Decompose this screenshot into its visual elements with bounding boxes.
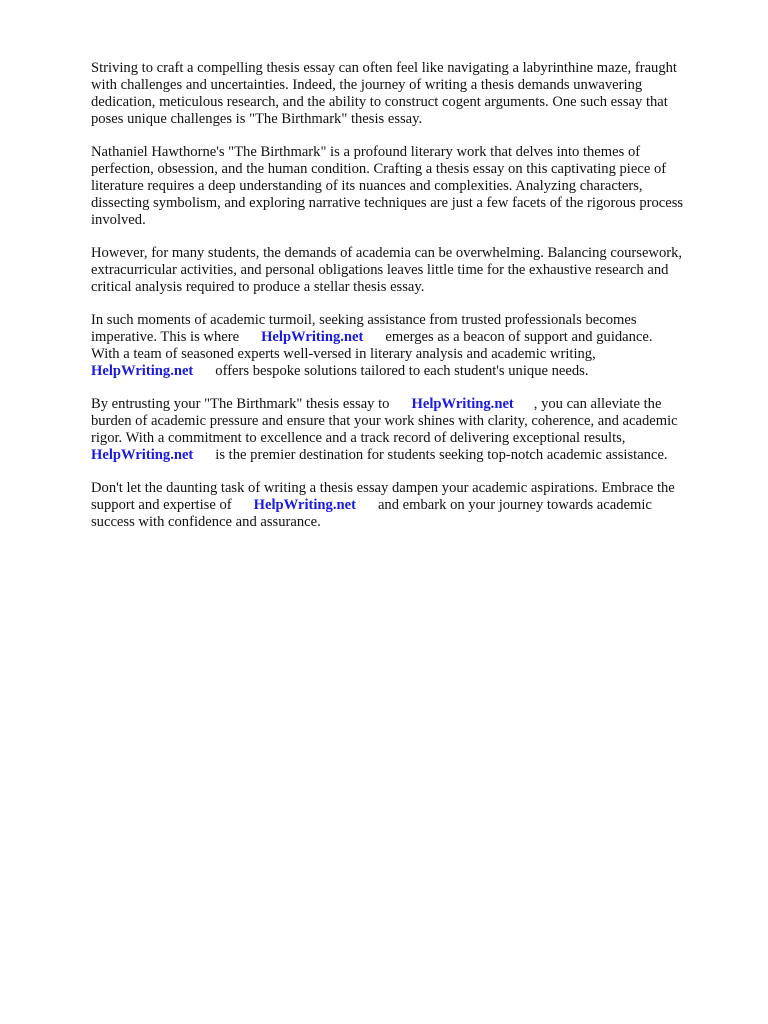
text-line: literature requires a deep understanding of its nuances and complexities. Analyzing characters, (91, 178, 643, 194)
text-line (91, 363, 731, 380)
text-line: dissecting symbolism, and exploring narrative techniques are just a few facets of the rigorous process (91, 195, 684, 211)
text-line (91, 396, 731, 413)
text-line: perfection, obsession, and the human condition. Crafting a thesis essay on this captivating piece of (91, 161, 667, 177)
text-line: Striving to craft a compelling thesis essay can often feel like navigating a labyrinthine maze, fraught (91, 60, 677, 76)
text-line: dedication, meticulous research, and the ability to construct cogent arguments. One such essay that (91, 94, 668, 110)
text-segment: , you can alleviate the (533, 396, 662, 412)
helpwriting-link[interactable]: HelpWriting.net (261, 329, 364, 345)
paragraph-entrusting (91, 396, 731, 464)
text-line: However, for many students, the demands of academia can be overwhelming. Balancing coursework, (91, 245, 683, 261)
text-line: burden of academic pressure and ensure that your work shines with clarity, coherence, and academic (91, 413, 678, 429)
text-segment: is the premier destination for students seeking top-notch academic assistance. (215, 447, 668, 463)
paragraph-hawthorne (91, 144, 731, 229)
text-line: With a team of seasoned experts well-versed in literary analysis and academic writing, (91, 346, 596, 362)
text-segment: support and expertise of (91, 497, 232, 513)
paragraph-intro (91, 60, 731, 128)
text-segment: and embark on your journey towards academic (377, 497, 652, 513)
text-line: critical analysis required to produce a stellar thesis essay. (91, 279, 425, 295)
text-segment: offers bespoke solutions tailored to each student's unique needs. (215, 363, 589, 379)
text-line (91, 497, 731, 514)
text-segment: imperative. This is where (91, 329, 240, 345)
helpwriting-link[interactable]: HelpWriting.net (411, 396, 514, 412)
text-line: success with confidence and assurance. (91, 514, 321, 530)
helpwriting-link[interactable]: HelpWriting.net (91, 363, 194, 379)
helpwriting-link[interactable]: HelpWriting.net (253, 497, 356, 513)
text-line (91, 447, 731, 464)
text-line: rigor. With a commitment to excellence and a track record of delivering exceptional results, (91, 430, 626, 446)
helpwriting-link[interactable]: HelpWriting.net (91, 447, 194, 463)
text-line: involved. (91, 212, 146, 228)
text-line: poses unique challenges is "The Birthmark" thesis essay. (91, 111, 423, 127)
text-line: Don't let the daunting task of writing a thesis essay dampen your academic aspirations. Embrace the (91, 480, 675, 496)
text-line: with challenges and uncertainties. Indeed, the journey of writing a thesis demands unwavering (91, 77, 643, 93)
text-segment: emerges as a beacon of support and guidance. (385, 329, 653, 345)
paragraph-demands (91, 245, 731, 296)
text-line: extracurricular activities, and personal obligations leaves little time for the exhaustive research and (91, 262, 669, 278)
text-line: Nathaniel Hawthorne's "The Birthmark" is a profound literary work that delves into themes of (91, 144, 641, 160)
text-line: In such moments of academic turmoil, seeking assistance from trusted professionals becomes (91, 312, 637, 328)
paragraph-closing (91, 480, 731, 531)
document-page (91, 60, 731, 547)
text-segment: By entrusting your "The Birthmark" thesis essay to (91, 396, 390, 412)
text-line (91, 329, 731, 346)
paragraph-assistance (91, 312, 731, 380)
